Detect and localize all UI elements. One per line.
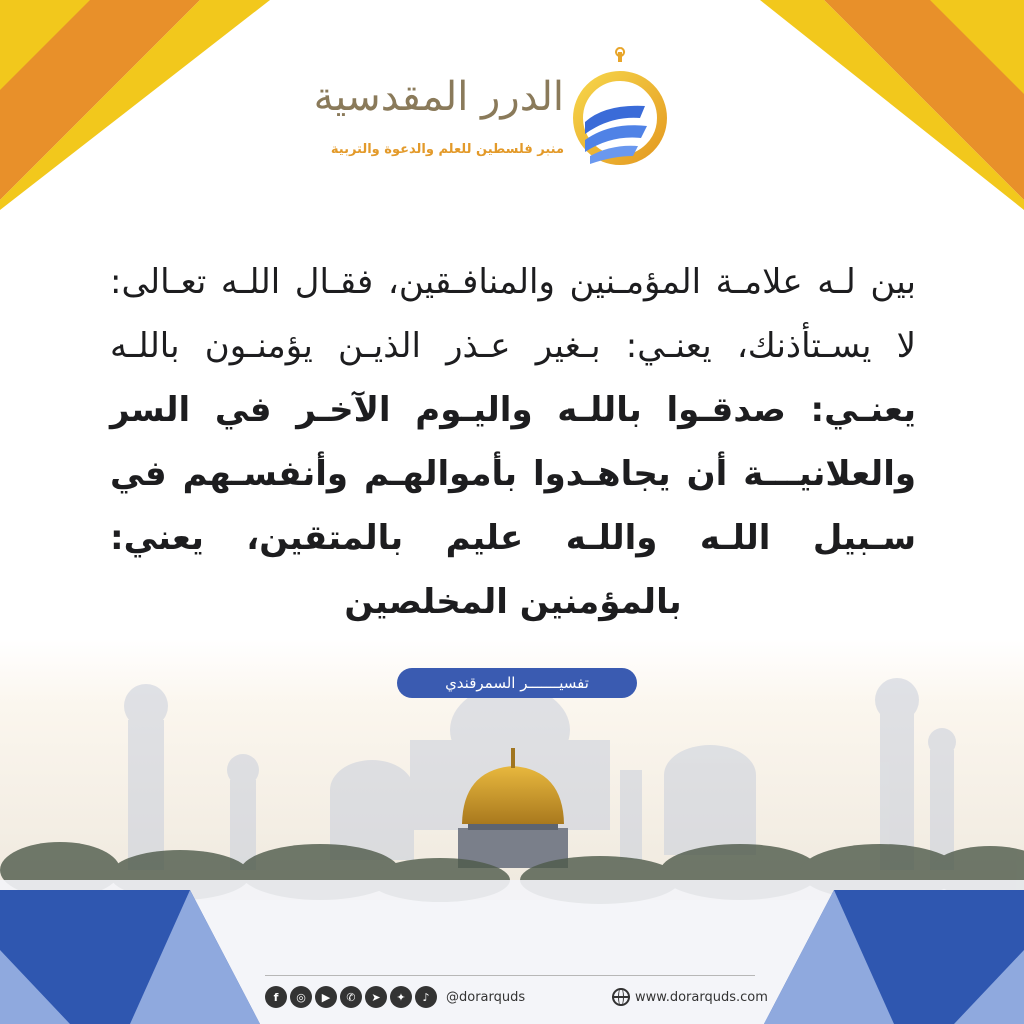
globe-icon [612,988,630,1006]
social-handle[interactable]: @dorarquds [446,989,526,1005]
quote-text-bold: يعنـي: صدقـوا باللـه واليـوم الآخـر في السر والعلانيـــة أن يجاهـدوا بأموالهـم وأنفسـهم في سـبيل اللـه واللـه عليم بالمتقين، يعني: بالمؤمنين المخلصين [110,390,916,622]
logo-title: الدرر المقدسية [313,74,564,120]
brand-logo [313,30,670,180]
source-badge: تفسيـــــــر السمرقندي [397,668,637,698]
twitter-icon[interactable]: ✦ [390,986,412,1008]
logo-tagline: منبر فلسطين للعلم والدعوة والتربية [330,142,564,157]
footer-divider [265,975,755,976]
social-links [265,984,525,1010]
quote-text [110,250,916,634]
facebook-icon[interactable]: f [265,986,287,1008]
quote-text-regular: بين لـه علامـة المؤمـنين والمنافـقين، فقـال اللـه تعـالى: لا يسـتأذنك، يعنـي: بـغير عـذر الذيـن يؤمنـون باللـه [110,262,916,366]
whatsapp-icon[interactable]: ✆ [340,986,362,1008]
website-link[interactable] [612,984,768,1010]
instagram-icon[interactable]: ◎ [290,986,312,1008]
website-url[interactable]: www.dorarquds.com [635,989,768,1005]
youtube-icon[interactable]: ▶ [315,986,337,1008]
telegram-icon[interactable]: ➤ [365,986,387,1008]
tiktok-icon[interactable]: ♪ [415,986,437,1008]
